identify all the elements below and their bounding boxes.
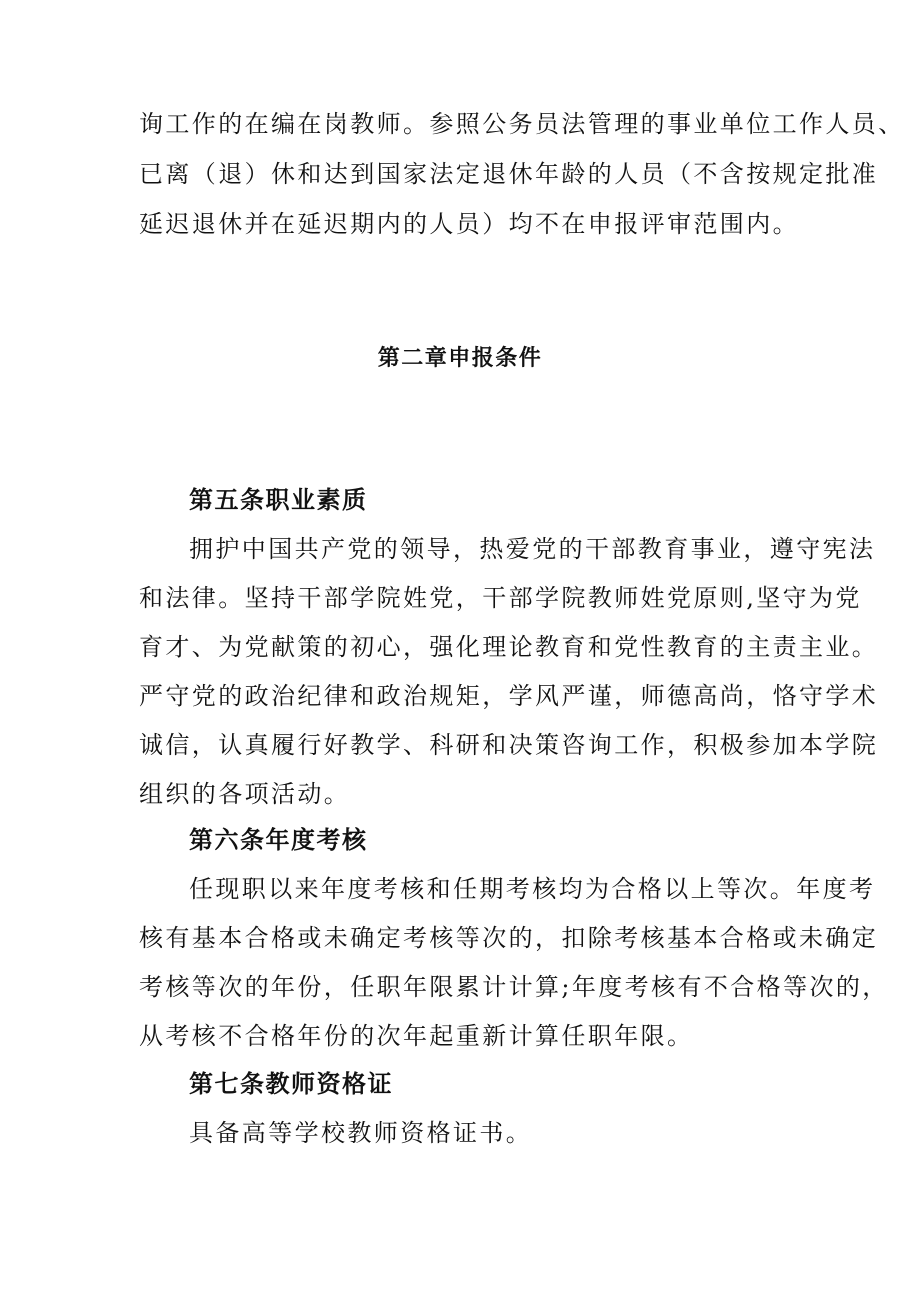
article5-line-2: 和法律。坚持干部学院姓党，干部学院教师姓党原则,坚守为党 bbox=[139, 584, 862, 612]
article6-line-4: 从考核不合格年份的次年起重新计算任职年限。 bbox=[139, 1022, 694, 1050]
article6-heading: 第六条年度考核 bbox=[189, 826, 368, 854]
chapter-title: 第二章申报条件 bbox=[377, 346, 543, 371]
article5-heading: 第五条职业素质 bbox=[189, 486, 368, 514]
article5-line-5: 诚信，认真履行好教学、科研和决策咨询工作，积极参加本学院 bbox=[139, 731, 879, 759]
intro-line-1: 询工作的在编在岗教师。参照公务员法管理的事业单位工作人员、 bbox=[139, 110, 905, 138]
article5-line-1: 拥护中国共产党的领导，热爱党的干部教育事业，遵守宪法 bbox=[189, 535, 876, 563]
article6-line-2: 核有基本合格或未确定考核等次的，扣除考核基本合格或未确定 bbox=[139, 924, 879, 952]
intro-line-2: 已离（退）休和达到国家法定退休年龄的人员（不含按规定批准 bbox=[139, 160, 879, 188]
article5-line-4: 严守党的政治纪律和政治规矩，学风严谨，师德高尚，恪守学术 bbox=[139, 682, 879, 710]
article5-line-3: 育才、为党献策的初心，强化理论教育和党性教育的主责主业。 bbox=[139, 633, 879, 661]
article7-line-1: 具备高等学校教师资格证书。 bbox=[189, 1119, 533, 1147]
article5-line-6: 组织的各项活动。 bbox=[139, 780, 351, 808]
article7-heading: 第七条教师资格证 bbox=[189, 1070, 393, 1098]
article6-line-1: 任现职以来年度考核和任期考核均为合格以上等次。年度考 bbox=[189, 875, 876, 903]
intro-line-3: 延迟退休并在延迟期内的人员）均不在申报评审范围内。 bbox=[139, 210, 799, 238]
article6-line-3: 考核等次的年份，任职年限累计计算;年度考核有不合格等次的， bbox=[139, 973, 889, 1001]
